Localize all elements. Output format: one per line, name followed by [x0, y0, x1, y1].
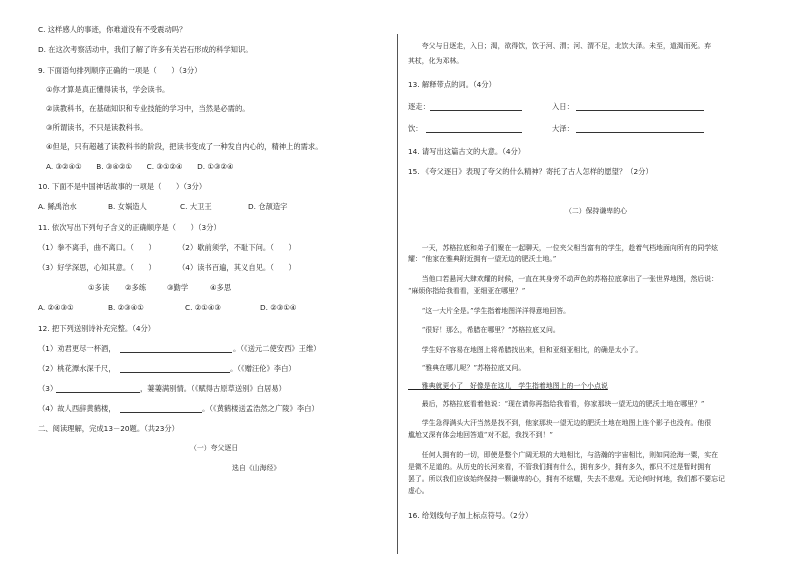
q12-answer-2[interactable]	[120, 372, 230, 373]
q12-answer-1[interactable]	[120, 352, 232, 353]
passage-2-line-9: 最后，苏格拉底看着他说：“现在请你再指给我看看，你家那块一望无边的肥沃土地在哪里？”	[408, 400, 705, 408]
q11-item-2: （2）歇前须学，不耻下问。（ ）	[178, 243, 296, 252]
q16-stem: 16. 给划线句子加上标点符号。（2分）	[408, 511, 533, 520]
q8-option-d: D. 在这次考察活动中，我们了解了许多有关岩石形成的科学知识。	[38, 45, 253, 54]
q11-word-2: ②多练	[125, 283, 147, 292]
q10-option-d: D. 仓颉造字	[248, 202, 288, 211]
section-2-heading: 二、阅读理解，完成13－20题。（共23分）	[38, 424, 179, 433]
q12-line-2-start: （2）桃花潭水深千尺，	[38, 364, 116, 373]
q13-answer-3[interactable]	[426, 132, 522, 133]
q11-option-a: A. ②④③①	[38, 303, 74, 312]
q12-line-4-start: （4）故人西辞黄鹤楼，	[38, 404, 116, 413]
passage-1-title: （一）夸父逐日	[190, 444, 239, 452]
q11-word-3: ③勤学	[167, 283, 189, 292]
q13-answer-1[interactable]	[430, 110, 522, 111]
passage-2-line-11: 尴尬又深有体会地回答道“对不起，我找不到！”	[408, 431, 553, 439]
passage-2-line-2: 耀：“他家在雅典附近拥有一望无边的肥沃土地。”	[408, 255, 557, 263]
passage-2-line-10: 学生急得满头大汗当然是找不到，他家那块一望无边的肥沃土地在地图上连个影子也没有。他很	[408, 419, 712, 427]
q13-label-3: 饮：	[408, 124, 423, 133]
q9-sentence-2: ②读教科书，在基础知识和专业技能的学习中，当然是必需的。	[46, 104, 250, 113]
q8-option-c: C. 这样感人的事迹，你难道没有不受震动吗？	[38, 25, 187, 34]
q12-line-2-end: 。（《赠汪伦》李白）	[230, 364, 296, 373]
q12-stem: 12. 把下列送别诗补充完整。（4分）	[38, 324, 156, 333]
q9-sentence-4: ④但是，只有超越了读教科书的阶段，把读书变成了一种发自内心的，精神上的需求。	[46, 142, 323, 151]
q11-stem: 11. 依次写出下列句子含义的正确顺序是（ ）（3分）	[38, 223, 221, 232]
q9-options: A. ③②④① B. ③④②① C. ③①②④ D. ①③②④	[46, 162, 234, 171]
q12-answer-3[interactable]	[56, 392, 140, 393]
q15-stem: 15. 《夸父逐日》表现了夸父的什么精神？寄托了古人怎样的愿望？（2分）	[408, 167, 653, 176]
passage-2-line-6: “很好！那么，希腊在哪里？”苏格拉底又问。	[408, 326, 560, 334]
passage-2-line-3: 当他口若悬河大肆欢耀的时候，一直在其身旁不动声色的苏格拉底拿出了一张世界地图，然后说：	[408, 275, 719, 283]
passage-2-line-15: 虚心。	[408, 487, 429, 495]
q9-sentence-3: ③所谓读书，不只是读教科书。	[46, 123, 148, 132]
passage-2-line-12: 任何人拥有的一切，即使是整个广阔无垠的大地相比，与浩瀚的宇宙相比，则如同沧海一粟，实在	[408, 451, 719, 459]
q11-option-b: B. ②③④①	[108, 303, 144, 312]
passage-1-source: 选自《山海经》	[232, 464, 281, 472]
underlined-sentence: 雅典就更小了 好像是在这儿 学生指着地图上的一个小点说	[408, 382, 608, 390]
column-divider	[397, 34, 398, 554]
passage-2-line-7: 学生好不容易在地图上将希腊找出来，但和亚细亚相比，的确是太小了。	[408, 346, 643, 354]
passage-2-line-4: “麻烦你指给我看看，亚细亚在哪里？”	[408, 287, 526, 295]
q11-item-1: （1）拳不离手，曲不离口。（ ）	[38, 243, 156, 252]
q13-label-4: 大泽：	[552, 124, 574, 133]
q13-label-2: 入日：	[552, 102, 574, 111]
passage-2-line-5: “这一大片全是。”学生指着地图洋洋得意地回答。	[408, 307, 571, 315]
q10-option-a: A. 鲧禹治水	[38, 202, 77, 211]
q9-sentence-1: ①你才算是真正懂得读书，学会读书。	[46, 85, 170, 94]
q13-label-1: 逐走：	[408, 102, 430, 111]
passage-2-title: （二）保持谦卑的心	[565, 207, 628, 215]
passage-2-line-14: 罢了。所以我们应该始终保持一颗谦卑的心，拥有不炫耀，失去不悲观。无论何时何地，我们都不要忘记	[408, 475, 725, 483]
q13-answer-2[interactable]	[576, 110, 704, 111]
q13-answer-4[interactable]	[576, 132, 704, 133]
q12-line-3-start: （3）	[38, 384, 58, 393]
q9-stem: 9. 下面语句排列顺序正确的一项是（ ）（3分）	[38, 66, 202, 75]
passage-1-text-line-1: 夸父与日逐走，入日；渴，欲得饮，饮于河、渭；河、渭不足，北饮大泽。未至，道渴而死。弃	[408, 42, 712, 50]
q11-option-c: C. ②①④③	[185, 303, 221, 312]
passage-2-line-1: 一天，苏格拉底和弟子们聚在一起聊天，一位夹父相当富有的学生，趁着气档地面向所有的同学炫	[408, 244, 719, 252]
passage-1-text-line-2: 其杖，化为邓林。	[408, 57, 464, 65]
q14-stem: 14. 请写出这篇古文的大意。（4分）	[408, 147, 526, 156]
q10-option-b: B. 女娲造人	[108, 202, 147, 211]
q10-stem: 10. 下面不是中国神话故事的一项是（ ）（3分）	[38, 182, 207, 191]
q11-item-4: （4）读书百遍，其义自见。（ ）	[178, 263, 296, 272]
q11-option-d: D. ②③①④	[260, 303, 297, 312]
q10-option-c: C. 大卫王	[180, 202, 212, 211]
q11-word-1: ①多读	[88, 283, 110, 292]
passage-2-line-13: 是微不足道的。从历史的长河来看，不管我们拥有什么，拥有多少，拥有多久，都只不过是暂时拥有	[408, 463, 712, 471]
q11-item-3: （3）好学深思，心知其意。（ ）	[38, 263, 156, 272]
q12-line-3-end: ，萋萋满别情。（《赋得古原草送别》白居易）	[140, 384, 286, 393]
q12-line-1-start: （1）劝君更尽一杯酒，	[38, 344, 116, 353]
q12-line-1-end: 。（《送元二使安西》王维）	[233, 344, 321, 353]
q13-stem: 13. 解释带点的词。（4分）	[408, 80, 496, 89]
q12-answer-4[interactable]	[120, 412, 202, 413]
q11-word-4: ④多思	[210, 283, 232, 292]
q12-line-4-end: 。（《黄鹤楼送孟浩然之广陵》李白）	[202, 404, 319, 413]
passage-2-line-8: “雅典在哪儿呢？”苏格拉底又问。	[408, 364, 526, 372]
